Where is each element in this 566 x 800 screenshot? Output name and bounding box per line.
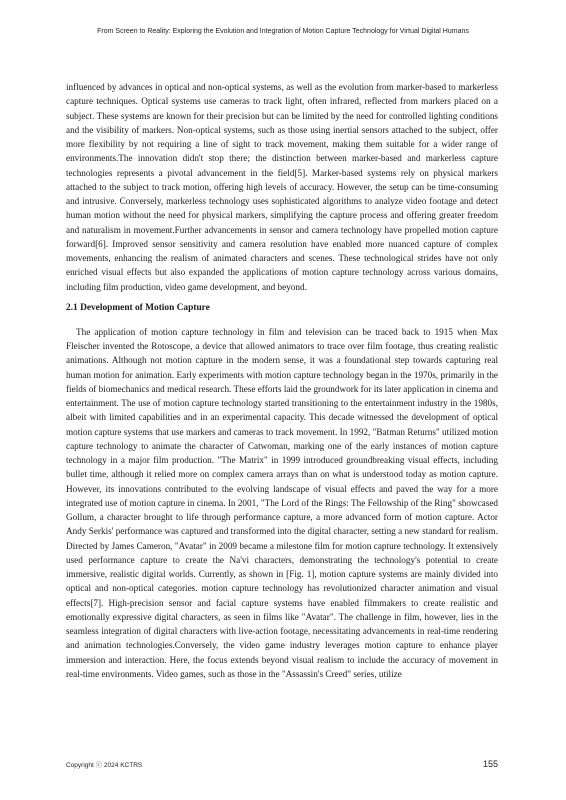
page-number: 155 bbox=[482, 759, 498, 769]
body-paragraph: The application of motion capture technology in film and television can be traced back to 1915 when Max Fleischer invented the Rotoscope, a device that allowed animators to trace over film footage, thus creating realistic animations. Although not motion capture in the modern sense, it was a foundational step towards capturing real human motion for animation. Early experiments with motion capture technology began in the 1970s, primarily in the fields of biomechanics and medical research. These efforts laid the groundwork for its later application in cinema and entertainment. The use of motion capture technology started transitioning to the entertainment industry in the 1980s, albeit with limited capabilities and in an experimental capacity. This decade witnessed the development of optical motion capture systems that use markers and cameras to track movement. In 1992, "Batman Returns" utilized motion capture technology to animate the character of Catwoman, marking one of the early instances of motion capture technology in a major film production. "The Matrix" in 1999 introduced groundbreaking visual effects, including bullet time, although it relied more on complex camera arrays than on what is understood today as motion capture. However, its innovations contributed to the evolving landscape of visual effects and paved the way for a more integrated use of motion capture in cinema. In 2001, "The Lord of the Rings: The Fellowship of the Ring" showcased Gollum, a character brought to life through performance capture, a more advanced form of motion capture. Actor Andy Serkis' performance was captured and transformed into the digital character, setting a new standard for realism. Directed by James Cameron, "Avatar" in 2009 became a milestone film for motion capture technology. It extensively used performance capture to create the Na'vi characters, demonstrating the technology's potential to create immersive, realistic digital worlds. Currently, as shown in [Fig. 1], motion capture systems are mainly divided into optical and non-optical categories. motion capture technology has revolutionized character animation and visual effects[7]. High-precision sensor and facial capture systems have enabled filmmakers to create realistic and emotionally expressive digital characters, as seen in films like "Avatar". The challenge in film, however, lies in the seamless integration of digital characters with live-action footage, necessitating advancements in real-time rendering and animation technologies.Conversely, the video game industry leverages motion capture to enhance player immersion and interaction. Here, the focus extends beyond visual realism to include the accuracy of movement in real-time environments. Video games, such as those in the "Assassin's Creed" series, utilize bbox=[66, 326, 498, 679]
body-paragraph: influenced by advances in optical and non-optical systems, as well as the evolution from marker-based to markerless capture techniques. Optical systems use cameras to track light, often infrared, reflected from markers placed on a subject. These systems are known for their precision but can be limited by the need for controlled lighting conditions and the visibility of markers. Non-optical systems, such as those using inertial sensors attached to the subject, offer more flexibility by not requiring a line of sight to track movement, making them suitable for a wider range of environments.The innovation didn't stop there; the distinction between marker-based and markerless capture technologies represents a pivotal advancement in the field[5]. Marker-based systems rely on physical markers attached to the subject to track motion, offering high levels of accuracy. However, the setup can be time-consuming and intrusive. Conversely, markerless technology uses sophisticated algorithms to analyze video footage and detect human motion without the need for physical markers, simplifying the capture process and offering greater freedom and naturalism in movement.Further advancements in sensor and camera technology have propelled motion capture forward[6]. Improved sensor sensitivity and camera resolution have enabled more nuanced capture of complex movements, enhancing the realism of animated characters and scenes. These technological strides have not only enriched visual effects but also expanded the applications of motion capture technology across various domains, including film production, video game development, and beyond. bbox=[66, 82, 498, 292]
page-body bbox=[66, 80, 498, 681]
copyright-notice: Copyright ⓒ 2024 KCTRS bbox=[66, 762, 143, 769]
section-heading: 2.1 Development of Motion Capture bbox=[66, 302, 210, 313]
running-header: From Screen to Reality: Exploring the Evolution and Integration of Motion Capture Technology for Virtual Digital Humans bbox=[97, 28, 469, 35]
